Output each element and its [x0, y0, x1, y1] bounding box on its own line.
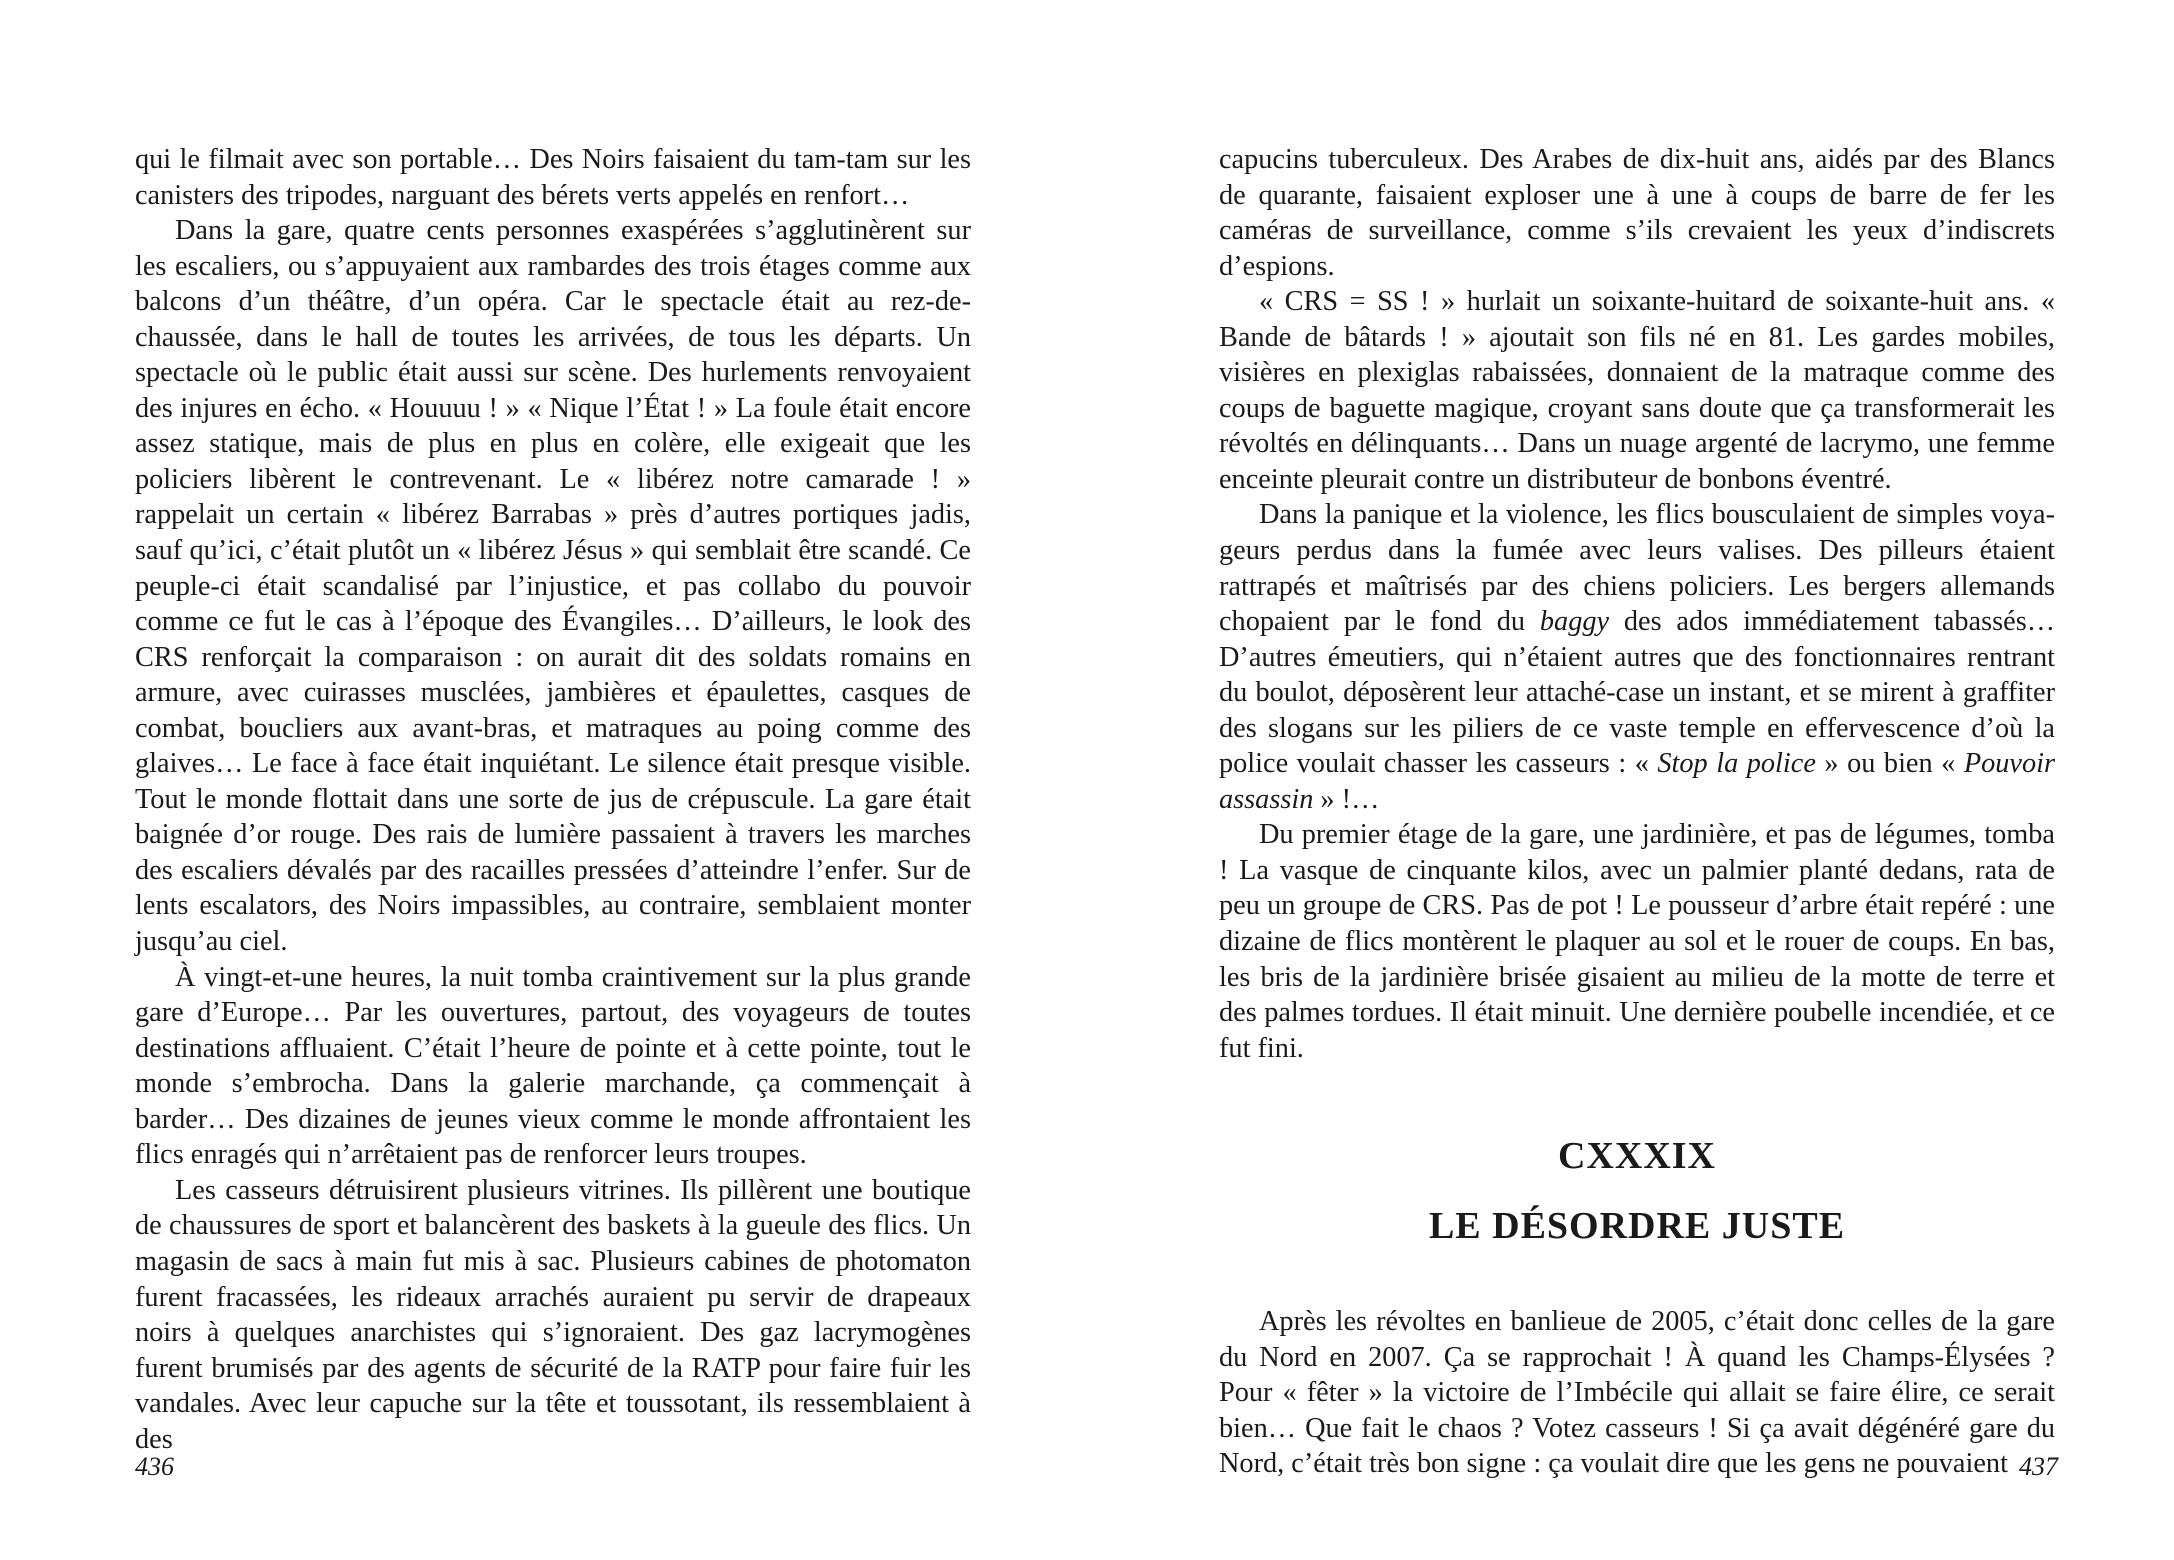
chapter-number: CXXXIX [1558, 1135, 1716, 1178]
paragraph: Les casseurs détruisirent plusieurs vitrines. Ils pillèrent une boutique de chaussures de sport et balancèrent des baskets à la gueule des flics. Un magasin de sacs à main fut mis à sac. Plusieurs cabines de photomaton furent fracassées, les rideaux arrachés auraient pu servir de drapeaux noirs à quelques anarchistes qui s’ignoraient. Des gaz lacrymogènes furent brumisés par des agents de sécurité de la RATP pour faire fuir les vandales. Avec leur capuche sur la tête et toussotant, ils ressemblaient à des [135, 1174, 971, 1455]
paragraph: À vingt-et-une heures, la nuit tomba craintivement sur la plus grande gare d’Europe… Par les ouvertures, partout, des voyageurs de toutes destinations affluaient. C’était l’heure de pointe et à cette pointe, tout le monde s’embrocha. Dans la galerie marchande, ça commençait à barder… Des dizaines de jeunes vieux comme le monde affrontaient les flics enragés qui n’arrêtaient pas de renforcer leurs troupes. [135, 961, 971, 1171]
right-page [1087, 0, 2174, 1560]
right-text-column [1219, 142, 2055, 1482]
text-run: » !… [1313, 783, 1380, 815]
italic-slogan: Stop la police [1657, 748, 1816, 780]
paragraph: « CRS = SS ! » hurlait un soixante-huitard de soixante-huit ans. « Bande de bâtards ! » ajoutait son fils né en 81. Les gardes mobiles, visières en plexiglas rabaissées, donnaient de la matraque comme des coups de baguette magique, croyant sans doute que ça transformerait les révoltés en délinquants… Dans un nuage argenté de lacrymo, une femme enceinte pleurait contre un distributeur de bonbons éventré. [1219, 286, 2055, 495]
paragraph: Dans la gare, quatre cents personnes exaspérées s’agglutinèrent sur les escaliers, ou s’appuyaient aux rambardes des trois étages comme aux balcons d’un théâtre, d’un opéra. Car le spectacle était au rez-de-chaussée, dans le hall de toutes les arrivées, de tous les départs. Un spectacle où le public était aussi sur scène. Des hurlements renvoyaient des injures en écho. « Houuuu ! » « Nique l’État ! » La foule était encore assez statique, mais de plus en plus en colère, elle exigeait que les policiers libèrent le contrevenant. Le « libérez notre camarade ! » rappelait un certain « libérez Barrabas » près d’autres portiques jadis, sauf qu’ici, c’était plutôt un « libérez Jésus » qui semblait être scandé. Ce peuple-ci était scandalisé par l’injustice, et pas collabo du pouvoir comme ce fut le cas à l’époque des Évangiles… D’ailleurs, le look des CRS renforçait la comparaison : on aurait dit des soldats romains en armure, avec cuirasses musclées, jambières et épaulettes, casques de combat, boucliers aux avant-bras, et matraques au poing comme des glaives… Le face à face était inquiétant. Le silence était presque visible. Tout le monde flottait dans une sorte de jus de crépuscule. La gare était baignée d’or rouge. Des rais de lumière passaient à travers les marches des escaliers dévalés par des racailles pressées d’atteindre l’enfer. Sur de lents escalators, des Noirs impassibles, au contraire, semblaient monter jusqu’au ciel. [135, 215, 971, 958]
page-number: 436 [135, 1452, 174, 1481]
paragraph: capucins tuberculeux. Des Arabes de dix-huit ans, aidés par des Blancs de quarante, faisaient exploser une à une à coups de barre de fer les caméras de surveillance, comme s’ils crevaient les yeux d’indiscrets d’espions. [1219, 144, 2055, 282]
italic-slogan: Pouvoir assassin [1219, 748, 2055, 815]
italic-term: baggy [1539, 606, 1610, 638]
text-run: » ou bien « [1815, 748, 1964, 780]
paragraph: qui le filmait avec son portable… Des Noirs faisaient du tam-tam sur les canisters des tripodes, narguant des bérets verts appelés en renfort… [135, 144, 971, 211]
page-number: 437 [2019, 1452, 2058, 1481]
paragraph: Du premier étage de la gare, une jardinière, et pas de légumes, tomba ! La vasque de cinquante kilos, avec un palmier planté dedans, rata de peu un groupe de CRS. Pas de pot ! Le pousseur d’arbre était repéré : une dizaine de flics montèrent le plaquer au sol et le rouer de coups. En bas, les bris de la jardinière brisée gisaient au milieu de la motte de terre et des palmes tordues. Il était minuit. Une dernière poubelle incendiée, et ce fut fini. [1219, 819, 2055, 1064]
text-run: des ados immédiatement tabassés… D’autres émeutiers, qui n’étaient autres que des fonctionnaires rentrant du boulot, déposèrent leur attaché-case un instant, et se mirent à graffiter des slogans sur les piliers de ce vaste temple en effervescence d’où la police voulait chasser les casseurs : « [1219, 606, 2056, 780]
paragraph: Après les révoltes en banlieue de 2005, c’était donc celles de la gare du Nord en 2007. Ça se rapprochait ! À quand les Champs-Élysées ? Pour « fêter » la victoire de l’Imbécile qui allait se faire élire, ce serait bien… Que fait le chaos ? Votez casseurs ! Si ça avait dégénéré gare du Nord, c’était très bon signe : ça voulait dire que les gens ne pouvaient [1219, 1306, 2055, 1480]
paragraph [1219, 497, 2055, 817]
left-text-column [135, 142, 971, 1457]
text-run: Dans la panique et la violence, les flics bousculaient de simples voya-geurs perdus dans la fumée avec leurs valises. Des pilleurs étaient rattrapés et maîtrisés par des chiens policiers. Les bergers allemands chopaient par le fond du [1219, 499, 2055, 638]
chapter-title: LE DÉSORDRE JUSTE [1428, 1205, 1846, 1248]
